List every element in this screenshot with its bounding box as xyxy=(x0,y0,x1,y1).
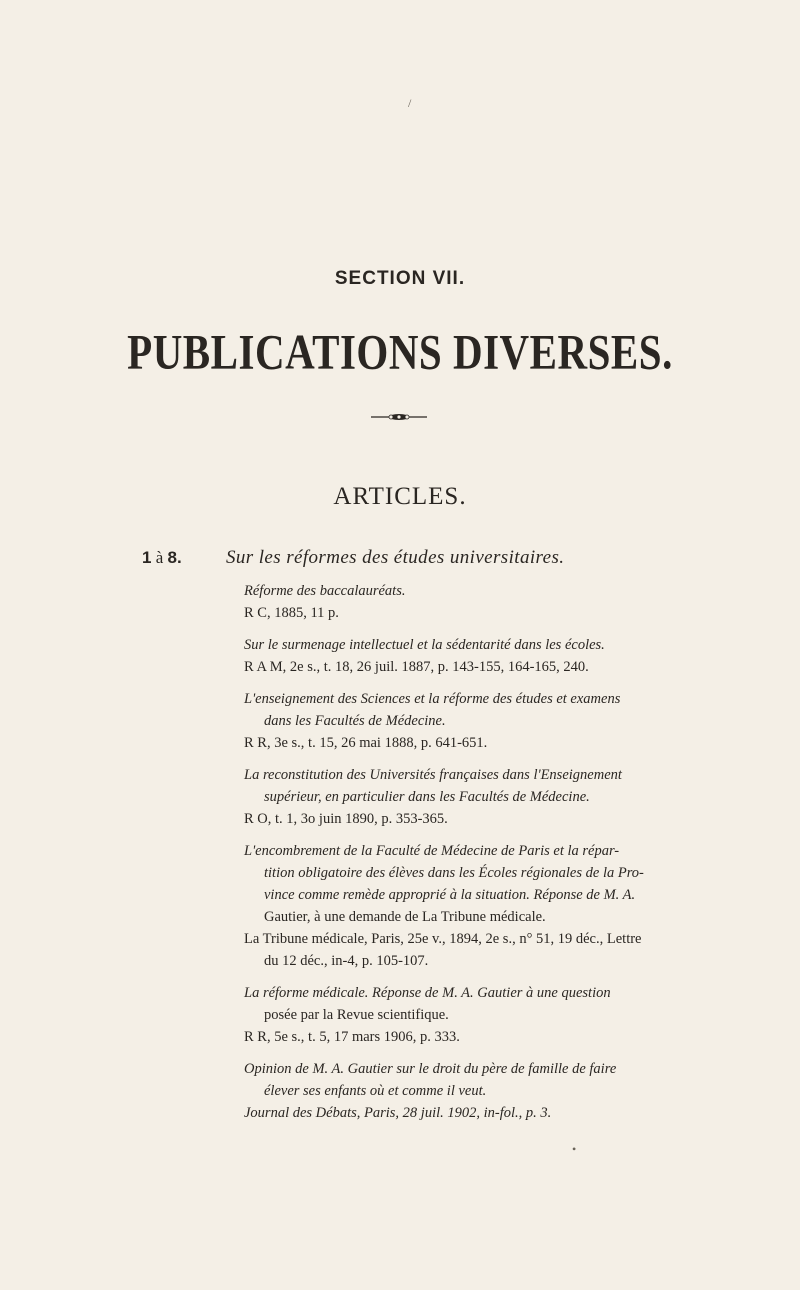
article-title-line: supérieur, en particulier dans les Facultés de Médecine. xyxy=(264,789,590,805)
article-title-line: L'enseignement des Sciences et la réforme des études et examens xyxy=(244,691,621,707)
article-title-line: La reconstitution des Universités françaises dans l'Enseignement xyxy=(244,767,622,783)
article-item xyxy=(244,982,784,1048)
section-title: SECTION VII. xyxy=(334,268,466,289)
subsection-title: ARTICLES. xyxy=(333,483,467,510)
article-title-line: L'encombrement de la Faculté de Médecine de Paris et la répar- xyxy=(244,843,620,859)
article-item xyxy=(244,1058,784,1124)
article-reference: R R, 5e s., t. 5, 17 mars 1906, p. 333. xyxy=(244,1029,460,1045)
article-list xyxy=(244,580,784,1124)
article-title-line: tition obligatoire des élèves dans les Écoles régionales de la Pro- xyxy=(264,865,644,881)
article-reference: La Tribune médicale, Paris, 25e v., 1894, 2e s., n° 51, 19 déc., Lettre xyxy=(244,931,642,947)
article-title-line: posée par la Revue scientifique. xyxy=(264,1007,449,1023)
article-item xyxy=(244,634,784,678)
article-reference: R C, 1885, 11 p. xyxy=(244,605,339,621)
article-title-line: élever ses enfants où et comme il veut. xyxy=(264,1083,487,1099)
article-reference: Journal des Débats, Paris, 28 juil. 1902, in-fol., p. 3. xyxy=(244,1105,552,1121)
range-end: 8. xyxy=(167,548,182,567)
article-title-line: Opinion de M. A. Gautier sur le droit du père de famille de faire xyxy=(244,1061,617,1077)
article-title-line: Sur le surmenage intellectuel et la sédentarité dans les écoles. xyxy=(244,637,605,653)
article-title-line: Réforme des baccalauréats. xyxy=(244,583,406,599)
article-title-line: La réforme médicale. Réponse de M. A. Gautier à une question xyxy=(244,985,611,1001)
entry-title: Sur les réformes des études universitaires. xyxy=(226,547,565,568)
entry-number-range xyxy=(142,548,182,568)
range-start: 1 xyxy=(142,548,152,567)
article-reference: R O, t. 1, 3o juin 1890, p. 353-365. xyxy=(244,811,448,827)
ornament-divider xyxy=(369,413,429,421)
article-reference: R R, 3e s., t. 15, 26 mai 1888, p. 641-651. xyxy=(244,735,488,751)
article-reference: R A M, 2e s., t. 18, 26 juil. 1887, p. 143-155, 164-165, 240. xyxy=(244,659,589,675)
page-heading: PUBLICATIONS DIVERSES. xyxy=(127,323,673,380)
article-reference: du 12 déc., in-4, p. 105-107. xyxy=(264,953,429,969)
article-item xyxy=(244,688,784,754)
article-item xyxy=(244,764,784,830)
range-separator: à xyxy=(155,548,164,567)
stray-mark: / xyxy=(408,96,412,110)
stray-mark: • xyxy=(572,1142,577,1156)
article-item xyxy=(244,840,784,972)
article-item xyxy=(244,580,784,624)
article-title-line: vince comme remède approprié à la situation. Réponse de M. A. xyxy=(264,887,636,903)
article-title-line: Gautier, à une demande de La Tribune médicale. xyxy=(264,909,546,925)
article-title-line: dans les Facultés de Médecine. xyxy=(264,713,446,729)
